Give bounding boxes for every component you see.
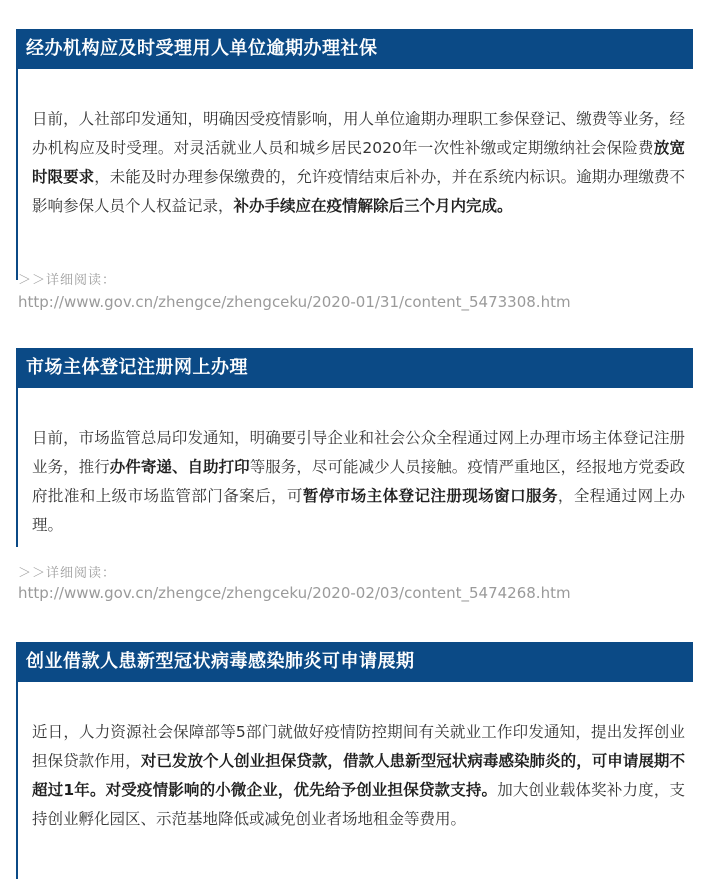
section-body — [16, 388, 693, 547]
read-more-label: ＞＞详细阅读： — [18, 566, 117, 581]
section-paragraph: 近日，人力资源社会保障部等5部门就做好疫情防控期间有关就业工作印发通知，提出发挥创业担保贷款作用，对已发放个人创业担保贷款，借款人患新型冠状病毒感染肺炎的，可申请展期不超过1年。对受疫情影响的小微企业，优先给予创业担保贷款支持。加大创业载体奖补力度，支持创业孵化园区、示范基地降低或减免创业者场地租金等费用。 — [32, 723, 685, 828]
section-market-registration — [16, 348, 693, 547]
read-more-link[interactable]: http://www.gov.cn/zhengce/zhengceku/2020-01/31/content_5473308.htm — [18, 293, 571, 311]
section-paragraph: 日前，人社部印发通知，明确因受疫情影响，用人单位逾期办理职工参保登记、缴费等业务，经办机构应及时受理。对灵活就业人员和城乡居民2020年一次性补缴或定期缴纳社会保险费放宽时限要求，未能及时办理参保缴费的，允许疫情结束后补办，并在系统内标识。逾期办理缴费不影响参保人员个人权益记录，补办手续应在疫情解除后三个月内完成。 — [32, 110, 685, 215]
section-title: 经办机构应及时受理用人单位逾期办理社保 — [16, 29, 693, 69]
section-title: 市场主体登记注册网上办理 — [16, 348, 693, 388]
read-more-label: ＞＞详细阅读： — [18, 273, 117, 288]
section-paragraph: 日前，市场监管总局印发通知，明确要引导企业和社会公众全程通过网上办理市场主体登记注册业务，推行办件寄递、自助打印等服务，尽可能减少人员接触。疫情严重地区，经报地方党委政府批准和上级市场监管部门备案后，可暂停市场主体登记注册现场窗口服务，全程通过网上办理。 — [32, 429, 685, 534]
read-more-link[interactable]: http://www.gov.cn/zhengce/zhengceku/2020-02/03/content_5474268.htm — [18, 584, 571, 602]
section-entrepreneur-loans — [16, 642, 693, 879]
section-body — [16, 682, 693, 879]
section-social-insurance — [16, 29, 693, 280]
section-body — [16, 69, 693, 280]
section-title: 创业借款人患新型冠状病毒感染肺炎可申请展期 — [16, 642, 693, 682]
